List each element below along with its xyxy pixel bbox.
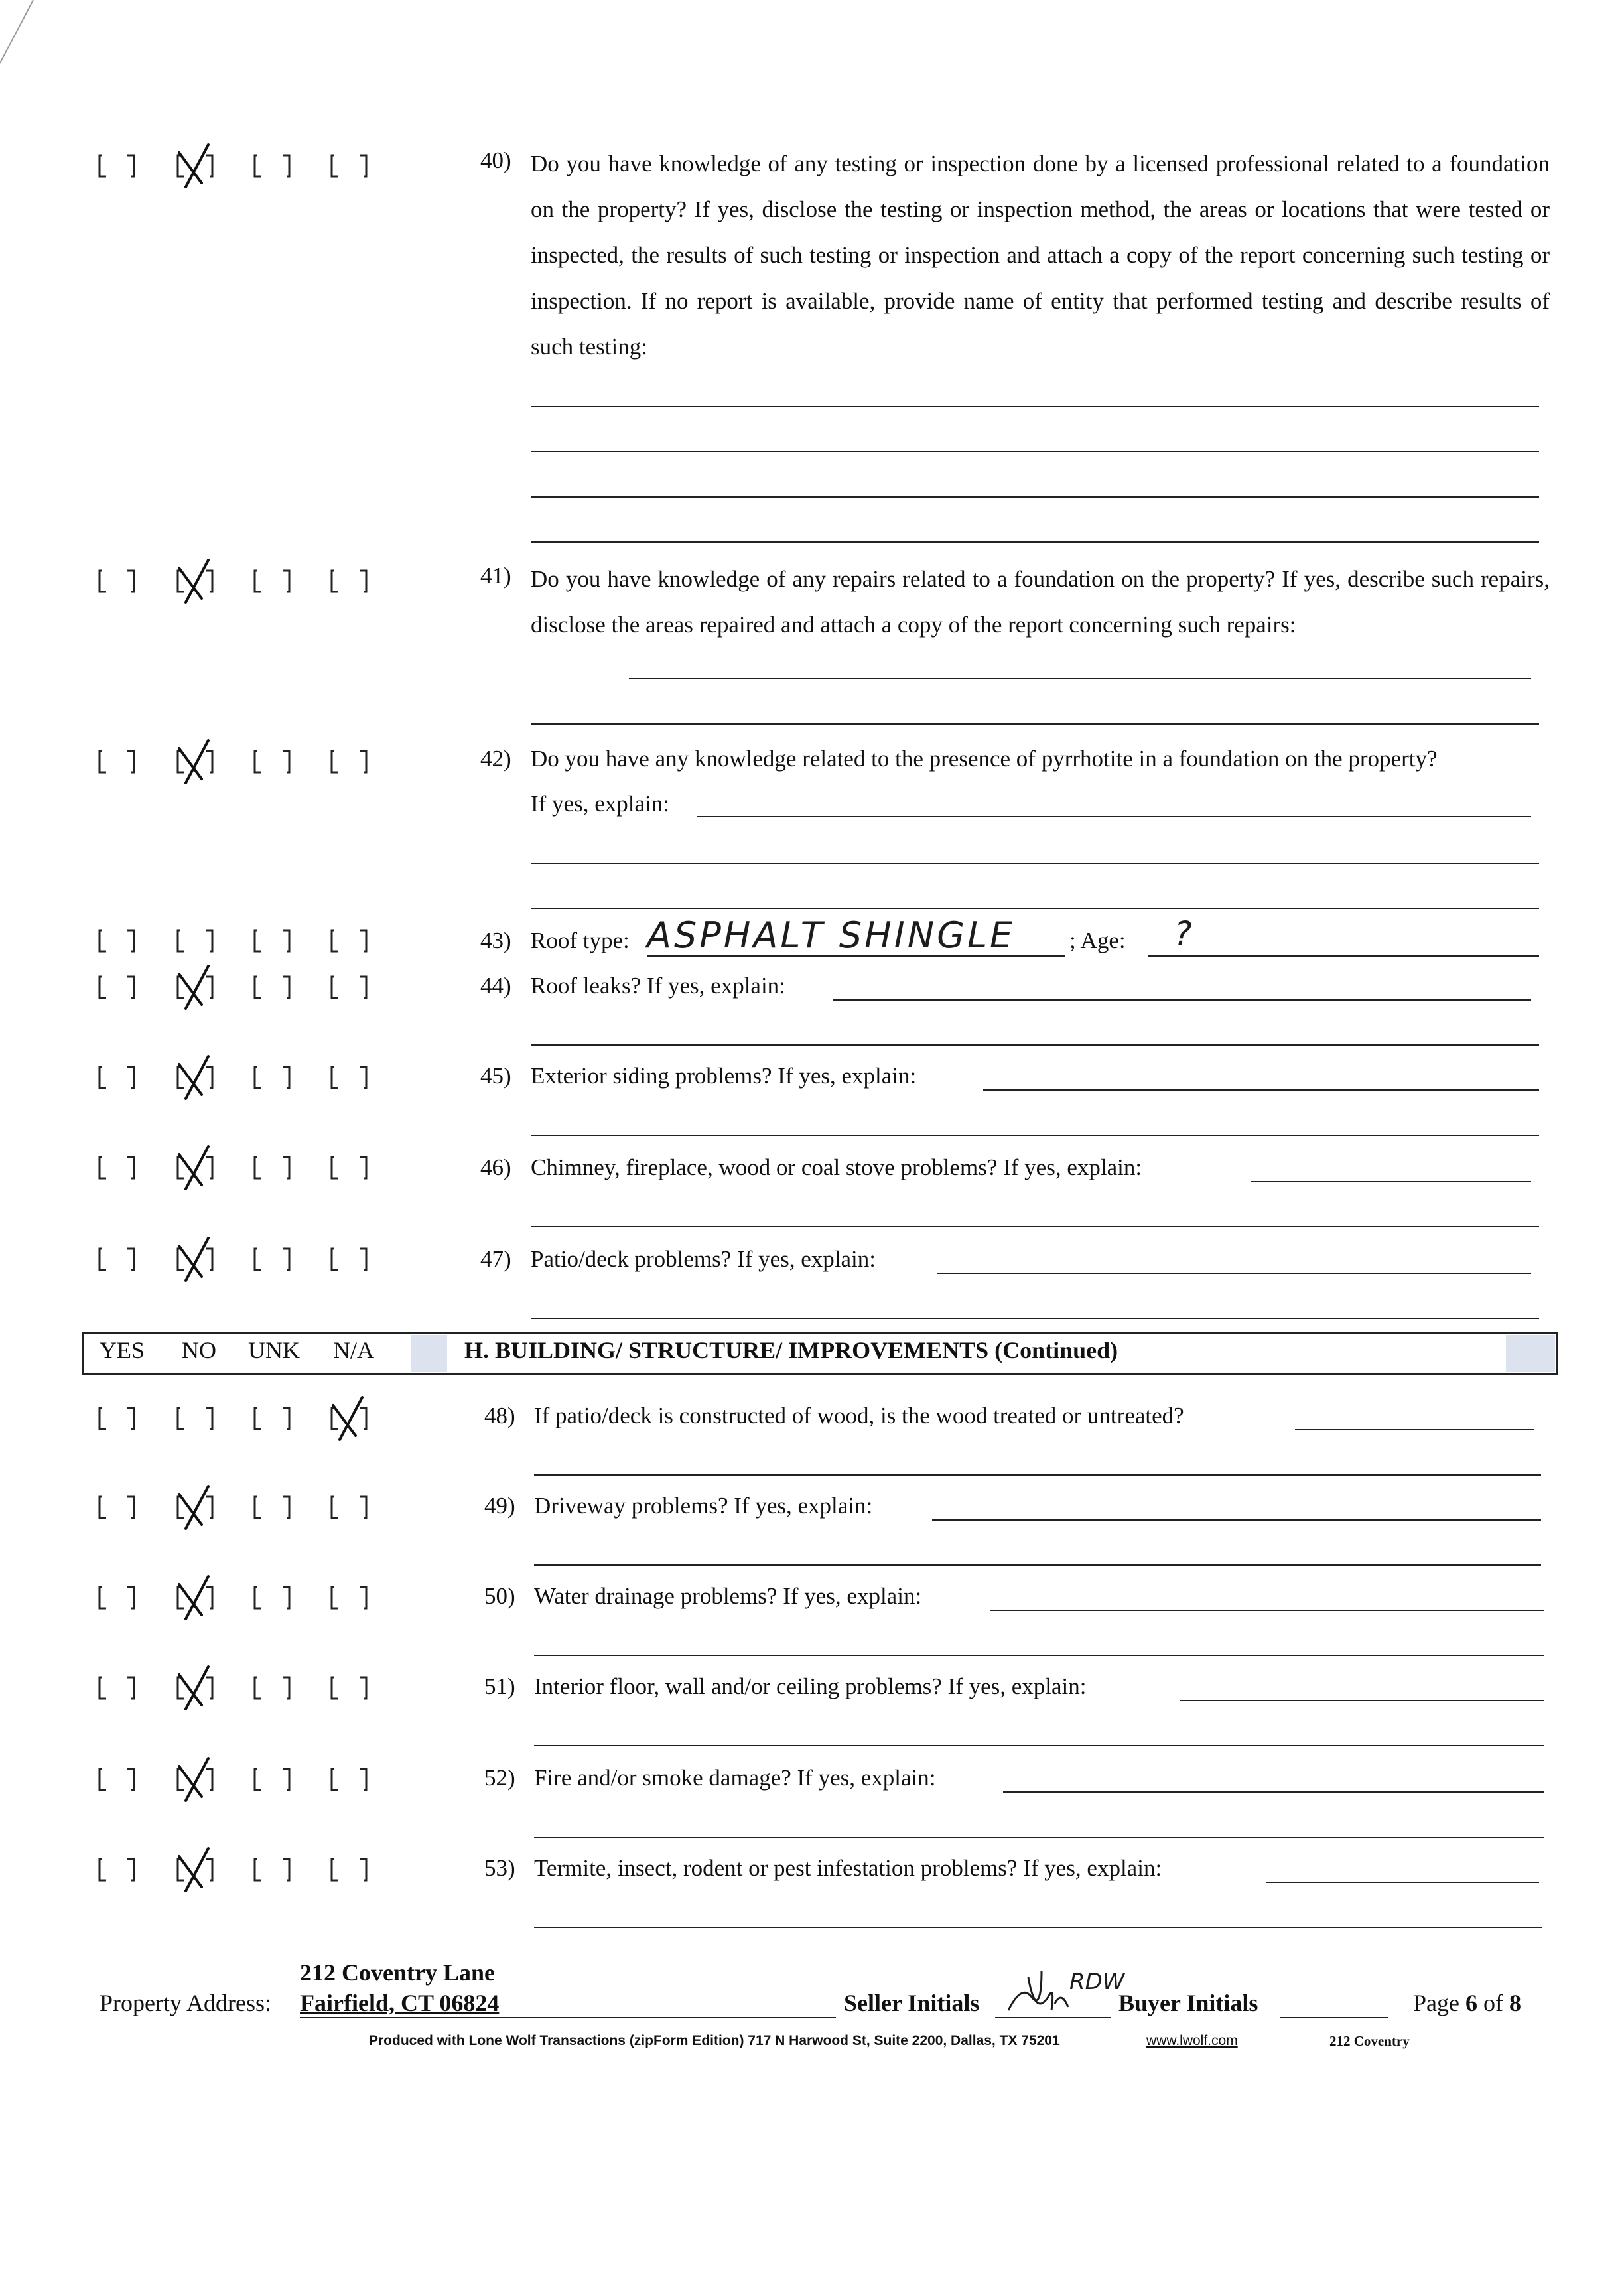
checkbox-q50-yes[interactable] <box>97 1584 137 1611</box>
answer-line[interactable] <box>990 1610 1544 1611</box>
question-51-text: Interior floor, wall and/or ceiling problems? If yes, explain: <box>534 1673 1087 1699</box>
question-number: 52) <box>484 1765 515 1791</box>
question-number: 40) <box>480 147 511 173</box>
handwritten-check-mark <box>179 1056 208 1099</box>
checkbox-q41-na[interactable] <box>329 568 369 594</box>
checkbox-q43-no[interactable] <box>175 928 215 954</box>
page-label: Page <box>1413 1990 1459 2016</box>
checkbox-q45-unk[interactable] <box>252 1064 292 1091</box>
address-line <box>300 2017 836 2018</box>
address-line-2: Fairfield, CT 06824 <box>300 1990 500 2016</box>
checkbox-q52-unk[interactable] <box>252 1766 292 1793</box>
checkbox-q44-unk[interactable] <box>252 974 292 1001</box>
checkbox-q49-no[interactable] <box>175 1494 215 1521</box>
handwritten-check-mark <box>333 1397 362 1440</box>
question-number: 45) <box>480 1063 511 1089</box>
answer-line[interactable] <box>531 723 1539 725</box>
checkbox-q51-unk[interactable] <box>252 1675 292 1701</box>
checkbox-q49-na[interactable] <box>329 1494 369 1521</box>
answer-line[interactable] <box>531 1044 1539 1046</box>
checkbox-q53-na[interactable] <box>329 1856 369 1883</box>
question-number: 50) <box>484 1583 515 1609</box>
handwritten-check-mark <box>179 966 208 1008</box>
checkbox-q50-no[interactable] <box>175 1584 215 1611</box>
checkbox-q49-unk[interactable] <box>252 1494 292 1521</box>
produced-with-notice: Produced with Lone Wolf Transactions (zipForm Edition) 717 N Harwood St, Suite 2200, Dallas, TX 75201 <box>369 2033 1060 2048</box>
checkbox-q53-no[interactable] <box>175 1856 215 1883</box>
checkbox-q42-yes[interactable] <box>97 748 137 775</box>
question-42-text: Do you have any knowledge related to the presence of pyrrhotite in a foundation on the property? <box>531 746 1438 772</box>
question-47-text: Patio/deck problems? If yes, explain: <box>531 1246 876 1272</box>
age-line[interactable] <box>1148 955 1539 957</box>
checkbox-q48-yes[interactable] <box>97 1405 137 1432</box>
checkbox-q51-no[interactable] <box>175 1675 215 1701</box>
question-number: 41) <box>480 563 511 589</box>
question-52-text: Fire and/or smoke damage? If yes, explain: <box>534 1765 936 1791</box>
checkbox-q47-no[interactable] <box>175 1246 215 1273</box>
page-of: of <box>1483 1990 1503 2016</box>
handwritten-check-mark <box>179 1486 208 1529</box>
handwritten-check-mark <box>179 1576 208 1619</box>
answer-line[interactable] <box>697 816 1531 817</box>
handwritten-check-mark <box>179 1146 208 1189</box>
checkbox-q53-unk[interactable] <box>252 1856 292 1883</box>
checkbox-q50-na[interactable] <box>329 1584 369 1611</box>
question-number: 44) <box>480 973 511 999</box>
answer-line[interactable] <box>531 541 1539 543</box>
answer-line[interactable] <box>531 908 1539 909</box>
checkbox-q44-yes[interactable] <box>97 974 137 1001</box>
answer-line[interactable] <box>531 1226 1539 1227</box>
handwritten-check-mark <box>179 1238 208 1281</box>
checkbox-q53-yes[interactable] <box>97 1856 137 1883</box>
checkbox-q49-yes[interactable] <box>97 1494 137 1521</box>
checkbox-q52-yes[interactable] <box>97 1766 137 1793</box>
document-name: 212 Coventry <box>1329 2033 1410 2049</box>
page-total: 8 <box>1509 1990 1521 2016</box>
question-46-text: Chimney, fireplace, wood or coal stove problems? If yes, explain: <box>531 1154 1142 1180</box>
answer-line[interactable] <box>534 1837 1544 1838</box>
checkbox-q43-yes[interactable] <box>97 928 137 954</box>
age-label: ; Age: <box>1069 928 1126 953</box>
checkbox-q51-yes[interactable] <box>97 1675 137 1701</box>
answer-line[interactable] <box>534 1474 1541 1476</box>
answer-line[interactable] <box>531 863 1539 864</box>
answer-line[interactable] <box>531 406 1539 407</box>
answer-line[interactable] <box>531 496 1539 498</box>
answer-line[interactable] <box>534 1564 1541 1566</box>
question-number: 51) <box>484 1673 515 1699</box>
scan-corner-mark <box>0 0 40 73</box>
question-number: 47) <box>480 1246 511 1272</box>
col-no-header: NO <box>182 1337 216 1363</box>
checkbox-q47-unk[interactable] <box>252 1246 292 1273</box>
roof-type-handwritten[interactable]: ASPHALT SHINGLE <box>647 914 1016 956</box>
question-48-text: If patio/deck is constructed of wood, is the wood treated or untreated? <box>534 1403 1184 1428</box>
checkbox-q40-na[interactable] <box>329 153 369 179</box>
answer-line[interactable] <box>1251 1181 1531 1182</box>
checkbox-q47-yes[interactable] <box>97 1246 137 1273</box>
answer-line[interactable] <box>937 1273 1531 1274</box>
checkbox-q42-no[interactable] <box>175 748 215 775</box>
answer-line[interactable] <box>534 1927 1542 1928</box>
checkbox-q46-unk[interactable] <box>252 1154 292 1181</box>
checkbox-q48-no[interactable] <box>175 1405 215 1432</box>
answer-line[interactable] <box>531 451 1539 452</box>
seller-initials-signature[interactable] <box>995 1957 1125 2024</box>
question-53-text: Termite, insect, rodent or pest infestation problems? If yes, explain: <box>534 1855 1162 1881</box>
checkbox-q48-na[interactable] <box>329 1405 369 1432</box>
handwritten-check-mark <box>179 560 208 602</box>
checkbox-q45-no[interactable] <box>175 1064 215 1091</box>
answer-line[interactable] <box>531 1318 1539 1319</box>
answer-line[interactable] <box>629 678 1531 679</box>
handwritten-check-mark <box>179 740 208 783</box>
question-50-text: Water drainage problems? If yes, explain: <box>534 1583 922 1609</box>
checkbox-q46-no[interactable] <box>175 1154 215 1181</box>
handwritten-check-mark <box>179 145 208 187</box>
address-label: Property Address: <box>100 1990 271 2016</box>
question-number: 53) <box>484 1855 515 1881</box>
checkbox-q44-na[interactable] <box>329 974 369 1001</box>
checkbox-q51-na[interactable] <box>329 1675 369 1701</box>
checkbox-q40-unk[interactable] <box>252 153 292 179</box>
address-line-1: 212 Coventry Lane <box>300 1959 495 1986</box>
question-41-text: Do you have knowledge of any repairs related to a foundation on the property? If yes, describe such repairs, disclose the areas repaired and attach a copy of the report concerning such repairs: <box>531 566 1550 638</box>
roof-type-label: Roof type: <box>531 928 630 953</box>
question-44-text: Roof leaks? If yes, explain: <box>531 973 785 999</box>
question-42-explain-label: If yes, explain: <box>531 791 669 817</box>
col-na-header: N/A <box>333 1337 374 1363</box>
checkbox-q44-no[interactable] <box>175 974 215 1001</box>
age-handwritten[interactable]: ? <box>1174 914 1192 953</box>
answer-line[interactable] <box>1295 1429 1534 1430</box>
question-40-text: Do you have knowledge of any testing or inspection done by a licensed professional related to a foundation on the property? If yes, disclose the testing or inspection method, the areas or locations that were tested or inspected, the results of such testing or inspection and attach a copy of the report concerning such testing or inspection. If no report is available, provide name of entity that performed testing and describe results of such testing: <box>531 151 1550 360</box>
page-number: 6 <box>1465 1990 1477 2016</box>
buyer-initials-line[interactable] <box>1280 2017 1388 2018</box>
checkbox-q42-na[interactable] <box>329 748 369 775</box>
checkbox-q46-na[interactable] <box>329 1154 369 1181</box>
handwritten-check-mark <box>179 1758 208 1801</box>
checkbox-q40-no[interactable] <box>175 153 215 179</box>
answer-line[interactable] <box>534 1745 1544 1746</box>
checkbox-q41-yes[interactable] <box>97 568 137 594</box>
page-indicator <box>1413 1989 1521 2017</box>
seller-initials-label: Seller Initials <box>844 1990 980 2016</box>
section-title: H. BUILDING/ STRUCTURE/ IMPROVEMENTS (Continued) <box>464 1337 1118 1363</box>
checkbox-q41-no[interactable] <box>175 568 215 594</box>
lwolf-link[interactable]: www.lwolf.com <box>1146 2033 1238 2048</box>
answer-line[interactable] <box>932 1519 1541 1521</box>
checkbox-q40-yes[interactable] <box>97 153 137 179</box>
handwritten-check-mark <box>179 1848 208 1891</box>
checkbox-q45-yes[interactable] <box>97 1064 137 1091</box>
question-number: 46) <box>480 1154 511 1180</box>
question-number: 48) <box>484 1403 515 1428</box>
checkbox-q43-unk[interactable] <box>252 928 292 954</box>
answer-line[interactable] <box>531 1135 1539 1136</box>
checkbox-q47-na[interactable] <box>329 1246 369 1273</box>
handwritten-check-mark <box>179 1667 208 1709</box>
seller-initials-text: RDW <box>1069 1969 1125 1995</box>
checkbox-q41-unk[interactable] <box>252 568 292 594</box>
checkbox-q43-na[interactable] <box>329 928 369 954</box>
answer-line[interactable] <box>833 999 1531 1001</box>
checkbox-q46-yes[interactable] <box>97 1154 137 1181</box>
checkbox-q48-unk[interactable] <box>252 1405 292 1432</box>
col-yes-header: YES <box>100 1337 145 1363</box>
buyer-initials-label: Buyer Initials <box>1118 1990 1258 2016</box>
question-number: 43) <box>480 928 511 953</box>
col-unk-header: UNK <box>248 1337 300 1363</box>
answer-line[interactable] <box>1003 1791 1544 1793</box>
answer-line[interactable] <box>1266 1882 1539 1883</box>
question-number: 42) <box>480 746 511 772</box>
answer-line[interactable] <box>983 1089 1539 1091</box>
answer-line[interactable] <box>1180 1700 1544 1701</box>
checkbox-q52-na[interactable] <box>329 1766 369 1793</box>
question-number: 49) <box>484 1493 515 1519</box>
question-45-text: Exterior siding problems? If yes, explain: <box>531 1063 917 1089</box>
checkbox-q45-na[interactable] <box>329 1064 369 1091</box>
checkbox-q52-no[interactable] <box>175 1766 215 1793</box>
checkbox-q50-unk[interactable] <box>252 1584 292 1611</box>
answer-line[interactable] <box>534 1655 1544 1656</box>
checkbox-q42-unk[interactable] <box>252 748 292 775</box>
question-49-text: Driveway problems? If yes, explain: <box>534 1493 873 1519</box>
